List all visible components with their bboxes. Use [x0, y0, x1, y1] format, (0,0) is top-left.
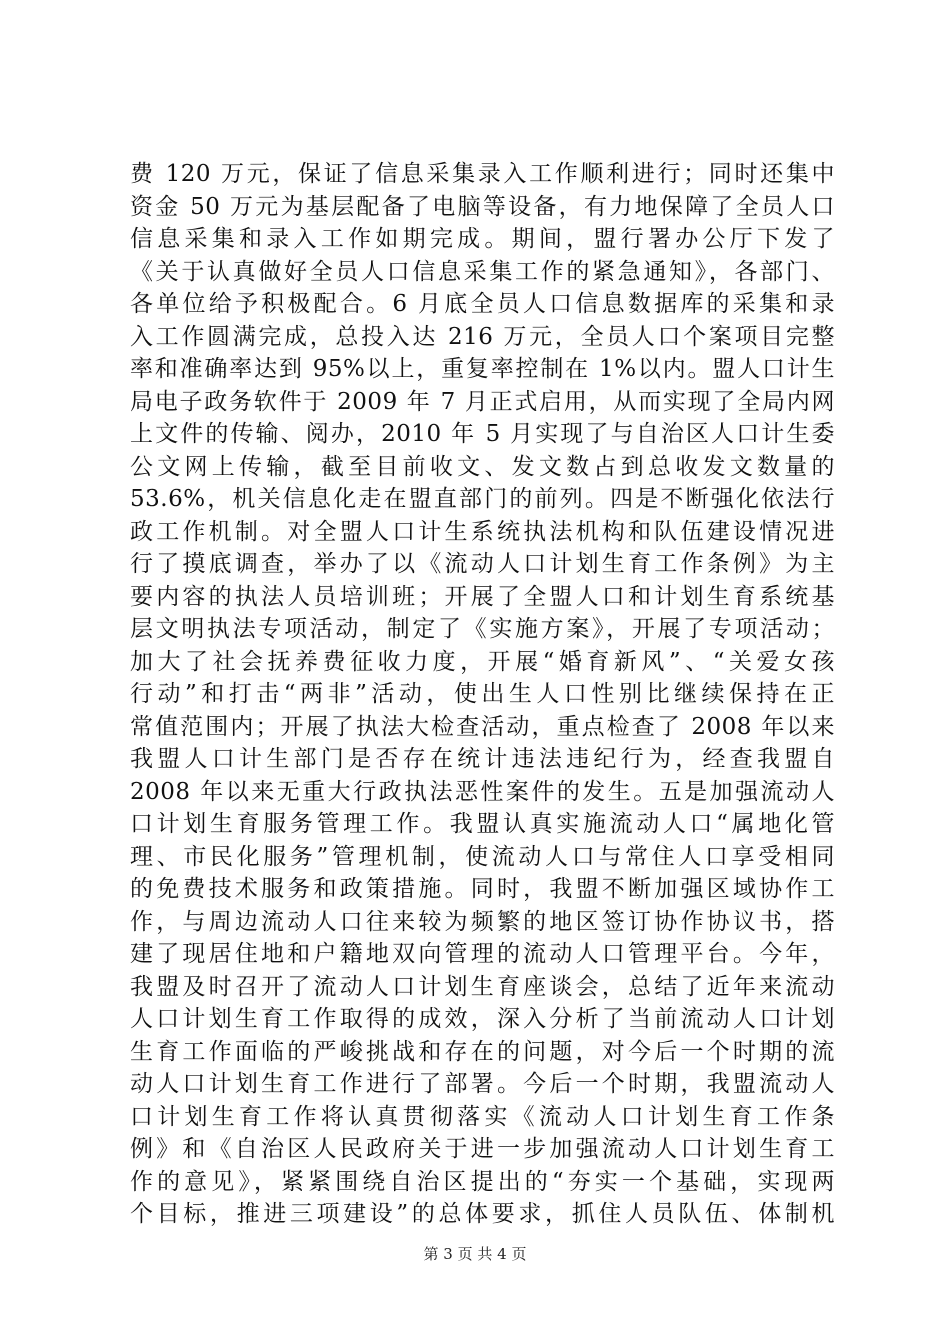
text-line: 公文网上传输，截至目前收文、发文数占到总收发文数量的	[130, 453, 835, 480]
text-line: 例》和《自治区人民政府关于进一步加强流动人口计划生育工	[130, 1136, 835, 1162]
text-line: 各单位给予积极配合。6 月底全员人口信息数据库的采集和录	[130, 291, 835, 317]
text-line: 的免费技术服务和政策措施。同时，我盟不断加强区域协作工	[130, 876, 835, 902]
page-footer: 第 3 页 共 4 页	[423, 1245, 527, 1263]
text-line: 率和准确率达到 95%以上，重复率控制在 1%以内。盟人口计生	[130, 356, 835, 382]
text-line: 个目标，推进三项建设”的总体要求，抓住人员队伍、体制机	[130, 1201, 835, 1227]
text-line: 生育工作面临的严峻挑战和存在的问题，对今后一个时期的流	[130, 1038, 835, 1065]
text-line: 我盟人口计生部门是否存在统计违法违纪行为，经查我盟自	[130, 746, 835, 772]
text-line: 建了现居住地和户籍地双向管理的流动人口管理平台。今年，	[130, 941, 835, 967]
text-line: 入工作圆满完成，总投入达 216 万元，全员人口个案项目完整	[130, 323, 835, 350]
text-line: 层文明执法专项活动，制定了《实施方案》，开展了专项活动；	[130, 616, 835, 642]
text-line: 作的意见》，紧紧围绕自治区提出的“夯实一个基础，实现两	[130, 1168, 835, 1195]
text-line: 人口计划生育工作取得的成效，深入分析了当前流动人口计划	[130, 1006, 835, 1032]
text-line: 作，与周边流动人口往来较为频繁的地区签订协作协议书，搭	[130, 908, 835, 935]
text-line: 要内容的执法人员培训班；开展了全盟人口和计划生育系统基	[130, 583, 835, 610]
text-line: 费 120 万元，保证了信息采集录入工作顺利进行；同时还集中	[130, 161, 835, 187]
text-line: 理、市民化服务”管理机制，使流动人口与常住人口享受相同	[130, 843, 835, 870]
text-line: 资金 50 万元为基层配备了电脑等设备，有力地保障了全员人口	[130, 193, 835, 220]
text-line: 动人口计划生育工作进行了部署。今后一个时期，我盟流动人	[130, 1071, 835, 1097]
text-line: 《关于认真做好全员人口信息采集工作的紧急通知》，各部门、	[130, 258, 835, 285]
text-line: 行了摸底调查，举办了以《流动人口计划生育工作条例》为主	[130, 551, 835, 577]
text-line: 行动”和打击“两非”活动，使出生人口性别比继续保持在正	[130, 681, 835, 707]
text-line: 上文件的传输、阅办，2010 年 5 月实现了与自治区人口计生委	[130, 421, 835, 447]
text-line: 政工作机制。对全盟人口计生系统执法机构和队伍建设情况进	[130, 518, 835, 545]
text-line: 2008 年以来无重大行政执法恶性案件的发生。五是加强流动人	[130, 778, 835, 805]
body-text	[130, 158, 835, 1231]
text-line: 53.6%，机关信息化走在盟直部门的前列。四是不断强化依法行	[130, 486, 835, 512]
text-line: 加大了社会抚养费征收力度，开展“婚育新风”、“关爱女孩	[130, 648, 835, 675]
text-line: 常值范围内；开展了执法大检查活动，重点检查了 2008 年以来	[130, 713, 835, 740]
text-line: 口计划生育工作将认真贯彻落实《流动人口计划生育工作条	[130, 1103, 835, 1130]
text-line: 信息采集和录入工作如期完成。期间，盟行署办公厅下发了	[130, 226, 835, 252]
text-line: 口计划生育服务管理工作。我盟认真实施流动人口“属地化管	[130, 811, 835, 837]
text-line: 局电子政务软件于 2009 年 7 月正式启用，从而实现了全局内网	[130, 388, 835, 415]
text-line: 我盟及时召开了流动人口计划生育座谈会，总结了近年来流动	[130, 973, 835, 1000]
